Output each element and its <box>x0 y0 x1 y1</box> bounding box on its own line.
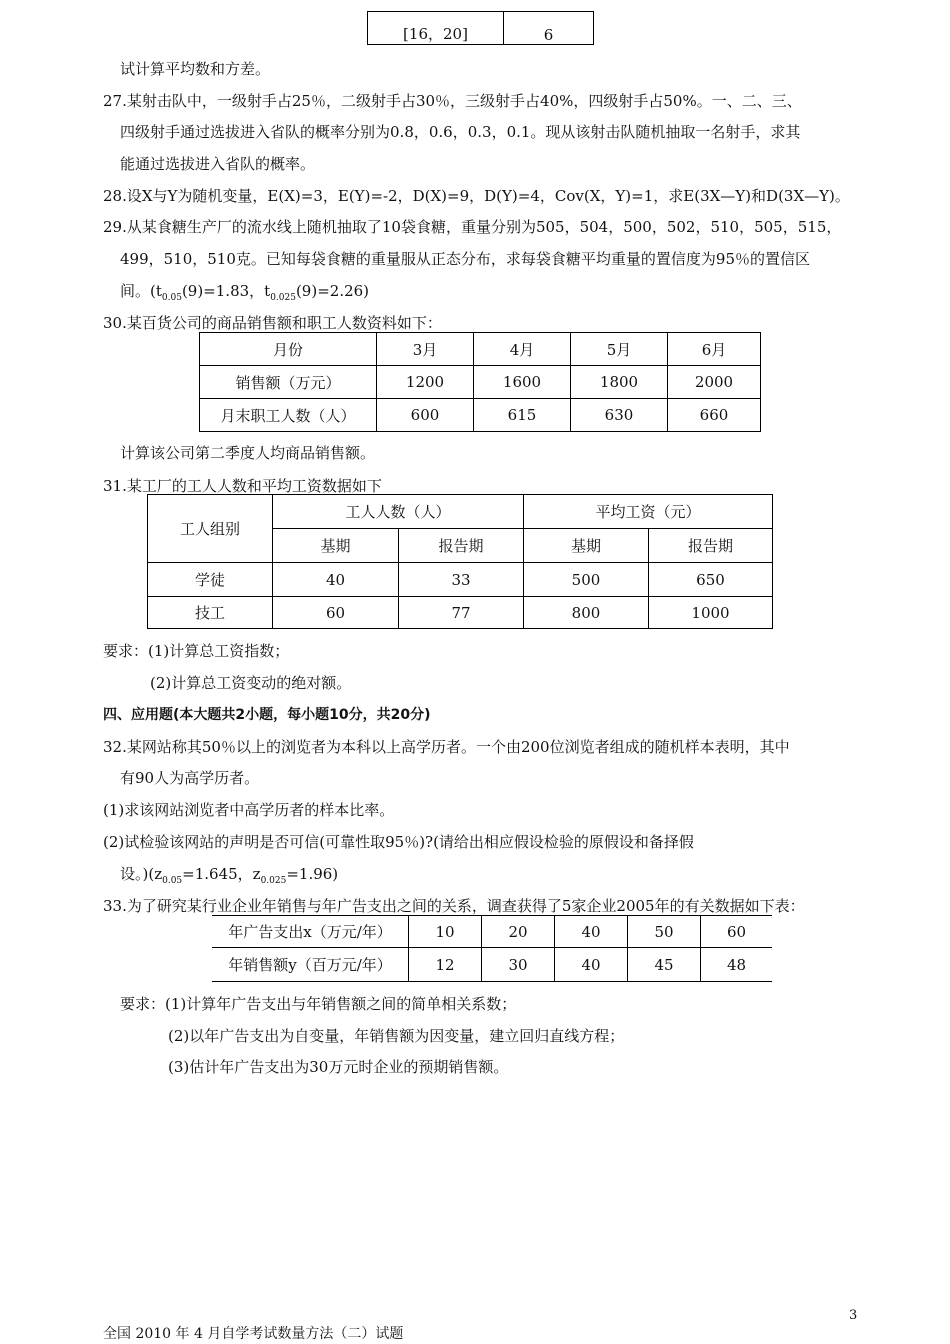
table-cell: 12 <box>409 948 482 982</box>
row-label: 月末职工人数（人） <box>200 399 377 432</box>
header-cell: 3月 <box>377 333 474 366</box>
header-cell: 4月 <box>474 333 571 366</box>
table-cell: 60 <box>701 916 773 948</box>
row-label: 技工 <box>148 597 273 629</box>
row-label: 销售额（万元） <box>200 366 377 399</box>
table-cell: 500 <box>524 563 649 597</box>
q27-line1: 27.某射击队中，一级射手占25％，二级射手占30％，三级射手占40%，四级射手占50%。一、二、三、 <box>103 92 802 110</box>
q27-line3: 能通过选拔进入省队的概率。 <box>120 155 316 173</box>
table-cell: 2000 <box>668 366 761 399</box>
q31-req2: (2)计算总工资变动的绝对额。 <box>150 674 352 692</box>
table-cell: 50 <box>628 916 701 948</box>
q32-line2: 有90人为高学历者。 <box>120 769 260 787</box>
table-cell: 800 <box>524 597 649 629</box>
header-cell: 5月 <box>571 333 668 366</box>
q28: 28.设X与Y为随机变量，E(X)=3，E(Y)=-2，D(X)=9，D(Y)=4，Cov(X，Y)=1，求E(3X—Y)和D(3X—Y)。 <box>103 187 850 205</box>
q33-intro: 33.为了研究某行业企业年销售与年广告支出之间的关系，调查获得了5家企业2005年的有关数据如下表： <box>103 897 805 915</box>
group-header: 工人组别 <box>148 495 273 563</box>
table-cell: 40 <box>555 916 628 948</box>
q33-req1: 要求：(1)计算年广告支出与年销售额之间的简单相关系数； <box>120 995 517 1013</box>
table-cell: 1000 <box>649 597 773 629</box>
q30-tail: 计算该公司第二季度人均商品销售额。 <box>120 444 376 462</box>
y-label: 年销售额y（百万元/年） <box>212 948 409 982</box>
q33-table <box>212 915 772 982</box>
q33-req2: (2)以年广告支出为自变量，年销售额为因变量，建立回归直线方程； <box>168 1027 625 1045</box>
table-cell: 615 <box>474 399 571 432</box>
x-label: 年广告支出x（万元/年） <box>212 916 409 948</box>
section-heading: 四、应用题(本大题共2小题，每小题10分，共20分) <box>103 707 431 723</box>
table-cell: 20 <box>482 916 555 948</box>
table-cell: 40 <box>555 948 628 982</box>
table-cell: 48 <box>701 948 773 982</box>
table-cell: 60 <box>273 597 399 629</box>
page-number: 3 <box>849 1308 858 1323</box>
subheader-report: 报告期 <box>649 529 773 563</box>
header-month: 月份 <box>200 333 377 366</box>
table-cell: 1600 <box>474 366 571 399</box>
table-cell: 10 <box>409 916 482 948</box>
table-cell: 600 <box>377 399 474 432</box>
q32-p2: (2)试检验该网站的声明是否可信(可靠性取95％)?(请给出相应假设检验的原假设和备择假 <box>103 833 694 851</box>
q30-table <box>199 332 761 432</box>
workers-header: 工人人数（人） <box>273 495 524 529</box>
q32-line1: 32.某网站称其50％以上的浏览者为本科以上高学历者。一个由200位浏览者组成的随机样本表明，其中 <box>103 738 790 756</box>
frequency-table-fragment <box>367 11 594 45</box>
q32-p3: 设。)($z_{0.05}=1.645$，$z_{0.025}=1.96$) <box>120 865 339 886</box>
q30-intro: 30.某百货公司的商品销售额和职工人数资料如下： <box>103 314 442 332</box>
table-cell: 1200 <box>377 366 474 399</box>
table-cell: 33 <box>399 563 524 597</box>
q29-line1: 29.从某食糖生产厂的流水线上随机抽取了10袋食糖，重量分别为505，504，500，502，510，505，515， <box>103 218 842 236</box>
q32-p1: (1)求该网站浏览者中高学历者的样本比率。 <box>103 801 395 819</box>
subheader-base: 基期 <box>273 529 399 563</box>
q31-intro: 31.某工厂的工人人数和平均工资数据如下 <box>103 477 382 495</box>
wage-header: 平均工资（元） <box>524 495 773 529</box>
count-cell: 6 <box>504 12 594 45</box>
q26-tail: 试计算平均数和方差。 <box>120 60 271 78</box>
q29-line3: 间。($t_{0.05}(9)=1.83$，$t_{0.025}(9)=2.26$) <box>120 282 370 303</box>
range-cell: [16，20] <box>368 12 504 45</box>
q33-req3: (3)估计年广告支出为30万元时企业的预期销售额。 <box>168 1058 509 1076</box>
q31-req1: 要求：(1)计算总工资指数； <box>103 642 290 660</box>
page-footer: 全国 2010 年 4 月自学考试数量方法（二）试题 <box>103 1326 404 1342</box>
table-cell: 45 <box>628 948 701 982</box>
subheader-report: 报告期 <box>399 529 524 563</box>
row-label: 学徒 <box>148 563 273 597</box>
table-cell: 650 <box>649 563 773 597</box>
table-cell: 660 <box>668 399 761 432</box>
subheader-base: 基期 <box>524 529 649 563</box>
table-cell: 77 <box>399 597 524 629</box>
table-cell: 1800 <box>571 366 668 399</box>
q27-line2: 四级射手通过选拔进入省队的概率分别为0.8，0.6，0.3，0.1。现从该射击队随机抽取一名射手，求其 <box>120 123 801 141</box>
q31-table <box>147 494 773 629</box>
table-cell: 40 <box>273 563 399 597</box>
table-cell: 30 <box>482 948 555 982</box>
table-cell: 630 <box>571 399 668 432</box>
header-cell: 6月 <box>668 333 761 366</box>
q29-line2: 499，510，510克。已知每袋食糖的重量服从正态分布，求每袋食糖平均重量的置信度为95％的置信区 <box>120 250 810 268</box>
